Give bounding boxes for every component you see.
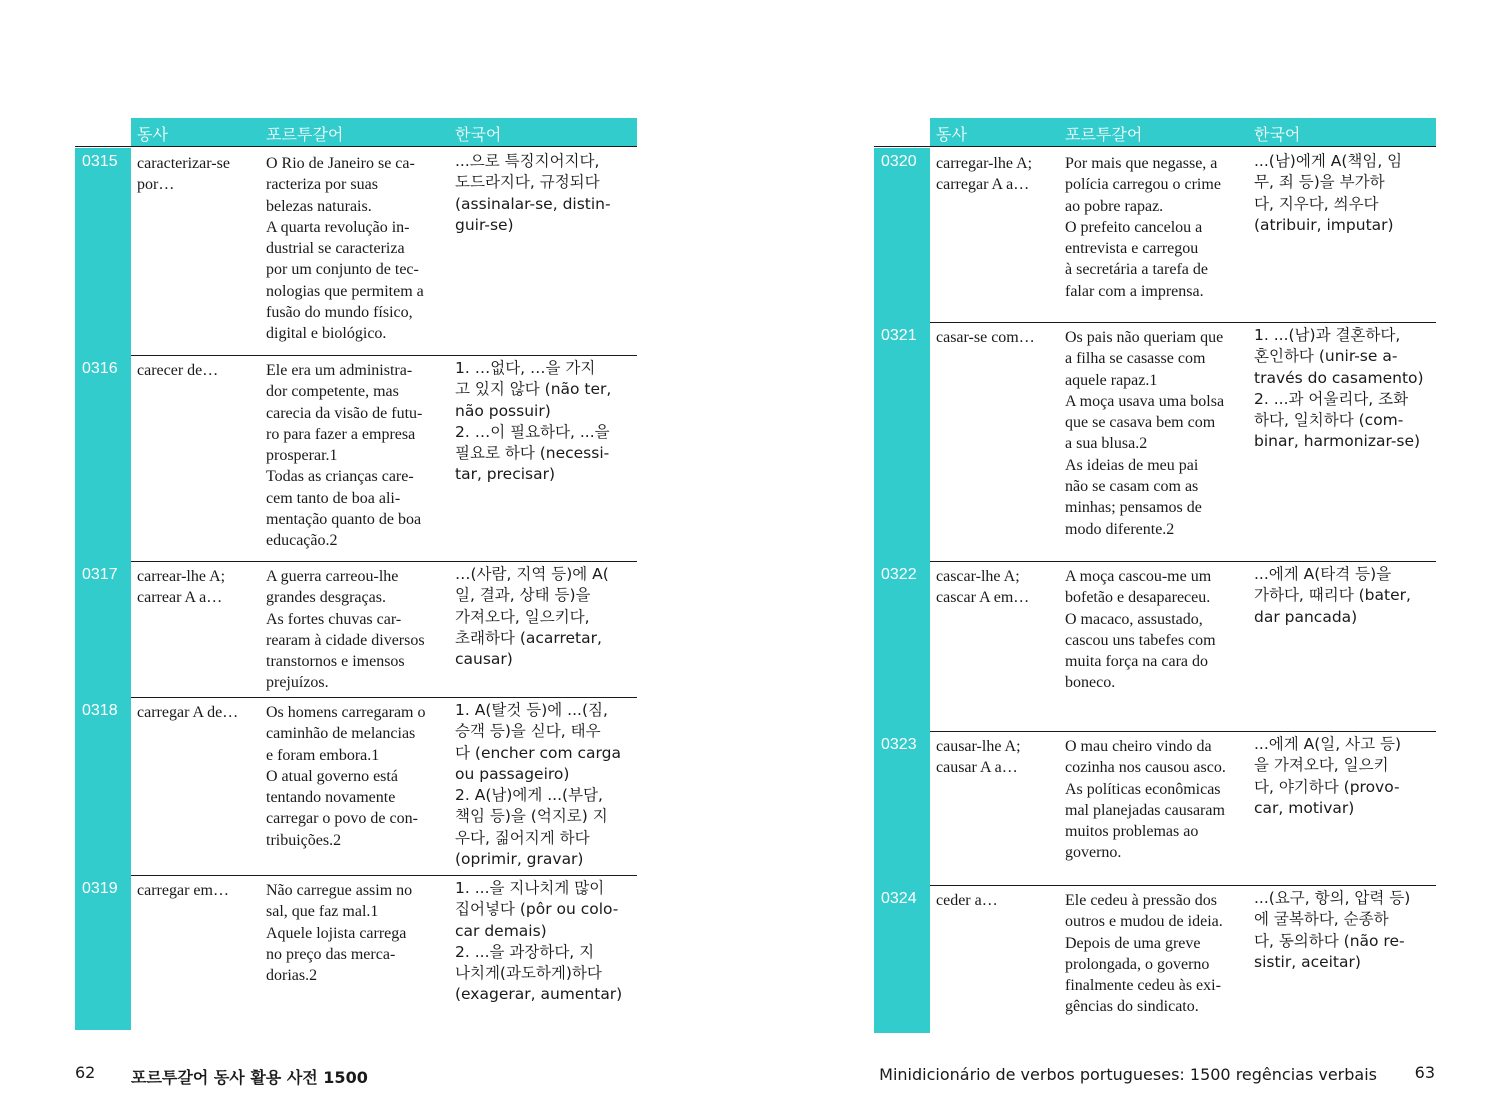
entry-portuguese-example: Ele era um administra- dor competente, mas carecia da visão de futu- ro para fazer a empresa prosperar.1 Todas as crianças care- cem tanto de boa ali- mentação quanto de boa educação.2: [266, 362, 423, 550]
entry-number: 0323: [874, 731, 930, 885]
header-verb: 동사: [936, 125, 967, 144]
entry-row: [75, 875, 637, 1030]
entry-portuguese-example: A moça cascou-me um bofetão e desapareceu. O macaco, assustado, cascou uns tabefes com muita força na cara do boneco.: [1065, 568, 1216, 692]
entry-number: 0324: [874, 885, 930, 1033]
header-korean: 한국어: [455, 125, 502, 144]
entry-korean-meaning: ...으로 특징지어지다, 도드라지다, 규정되다 (assinalar-se, distin- guir-se): [455, 152, 611, 234]
entry-row: [874, 885, 1436, 1033]
entry-verb: carregar A de…: [137, 704, 239, 721]
entry-korean-meaning: 1. ...(남)과 결혼하다, 혼인하다 (unir-se a- través do casamento) 2. ...과 어울리다, 조화 하다, 일치하다 (com- binar, harmonizar-se): [1254, 326, 1424, 451]
entry-korean-meaning: ...에게 A(타격 등)을 가하다, 때리다 (bater, dar pancada): [1254, 565, 1411, 626]
right-page-number: 63: [1414, 1063, 1435, 1082]
entry-korean-meaning: ...에게 A(일, 사고 등) 을 가져오다, 일으키 다, 야기하다 (provo- car, motivar): [1254, 735, 1402, 817]
entry-korean-meaning: ...(남)에게 A(책임, 임 무, 죄 등)을 부가하 다, 지우다, 씌우다 (atribuir, imputar): [1254, 152, 1403, 234]
entry-korean-meaning: 1. A(탈것 등)에 ...(짐, 승객 등)을 싣다, 태우 다 (encher com carga ou passageiro) 2. A(남)에게 ...(부담, 책임 등)을 (억지로) 지 우다, 짊어지게 하다 (oprimir, gravar): [455, 701, 621, 869]
left-book-title: 포르투갈어 동사 활용 사전 1500: [131, 1068, 368, 1087]
right-book-title: Minidicionário de verbos portugueses: 1500 regências verbais: [879, 1065, 1377, 1084]
entry-number: 0321: [874, 322, 930, 561]
entry-verb: caracterizar-se por…: [137, 155, 230, 194]
entry-verb: carrear-lhe A; carrear A a…: [137, 568, 226, 607]
entry-verb: carregar em…: [137, 882, 229, 899]
entry-korean-meaning: ...(요구, 항의, 압력 등) 에 굴복하다, 순종하 다, 동의하다 (não re- sistir, aceitar): [1254, 889, 1411, 971]
entry-korean-meaning: 1. …없다, …을 가지 고 있지 않다 (não ter, não possuir) 2. …이 필요하다, ...을 필요로 하다 (necessi- tar, precisar): [455, 359, 612, 484]
entry-portuguese-example: Os pais não queriam que a filha se casasse com aquele rapaz.1 A moça usava uma bolsa que se casava bem com a sua blusa.2 As ideias de meu pai não se casam com as minhas; pensamos de modo diferente.2: [1065, 329, 1225, 538]
entry-number: 0319: [75, 875, 131, 1030]
entry-row: [874, 322, 1436, 561]
entry-number: 0316: [75, 355, 131, 561]
entry-row: [874, 148, 1436, 322]
header-verb: 동사: [137, 125, 168, 144]
entry-portuguese-example: O mau cheiro vindo da cozinha nos causou asco. As políticas econômicas mal planejadas causaram muitos problemas ao governo.: [1065, 738, 1226, 862]
right-page: [874, 118, 1436, 1016]
entry-row: [75, 148, 637, 355]
entry-row: [75, 561, 637, 697]
entry-portuguese-example: Por mais que negasse, a polícia carregou o crime ao pobre rapaz. O prefeito cancelou a entrevista e carregou à secretária a tarefa de falar com a imprensa.: [1065, 155, 1221, 300]
entry-korean-meaning: …(사람, 지역 등)에 A( 일, 결과, 상태 등)을 가져오다, 일으키다, 초래하다 (acarretar, causar): [455, 565, 609, 669]
entry-portuguese-example: A guerra carreou-lhe grandes desgraças. As fortes chuvas car- rearam à cidade diversos transtornos e imensos prejuízos.: [266, 568, 425, 692]
entry-verb: causar-lhe A; causar A a…: [936, 738, 1021, 777]
entry-number: 0317: [75, 561, 131, 697]
entry-korean-meaning: 1. ...을 지나치게 많이 집어넣다 (pôr ou colo- car demais) 2. ...을 과장하다, 지 나치게(과도하게)하다 (exagerar, aumentar): [455, 879, 623, 1004]
entry-verb: ceder a…: [936, 892, 998, 909]
entry-row: [75, 697, 637, 875]
entry-row: [874, 731, 1436, 885]
entry-portuguese-example: Ele cedeu à pressão dos outros e mudou de ideia. Depois de uma greve prolongada, o governo finalmente cedeu às exi- gências do sindicato.: [1065, 892, 1223, 1016]
header-portuguese: 포르투갈어: [1065, 125, 1143, 144]
entry-number: 0320: [874, 148, 930, 322]
table-header: [874, 118, 1436, 147]
entry-portuguese-example: Não carregue assim no sal, que faz mal.1 Aquele lojista carrega no preço das merca- dorias.2: [266, 882, 413, 985]
entry-portuguese-example: Os homens carregaram o caminhão de melancias e foram embora.1 O atual governo está tentando novamente carregar o povo de con- tribuições.2: [266, 704, 426, 849]
left-page-number: 62: [75, 1063, 96, 1082]
entry-verb: cascar-lhe A; cascar A em…: [936, 568, 1030, 607]
entry-verb: casar-se com…: [936, 329, 1035, 346]
entry-row: [75, 355, 637, 561]
entry-row: [874, 561, 1436, 731]
header-korean: 한국어: [1254, 125, 1301, 144]
entry-number: 0315: [75, 148, 131, 355]
entry-verb: carregar-lhe A; carregar A a…: [936, 155, 1033, 194]
entry-verb: carecer de…: [137, 362, 219, 379]
left-page: [75, 118, 637, 1004]
table-header: [75, 118, 637, 147]
entry-number: 0318: [75, 697, 131, 875]
header-portuguese: 포르투갈어: [266, 125, 344, 144]
entry-portuguese-example: O Rio de Janeiro se ca- racteriza por suas belezas naturais. A quarta revolução in- dustrial se caracteriza por um conjunto de tec- nologias que permitem a fusão do mundo físico, digital e biológico.: [266, 155, 424, 343]
entry-number: 0322: [874, 561, 930, 731]
